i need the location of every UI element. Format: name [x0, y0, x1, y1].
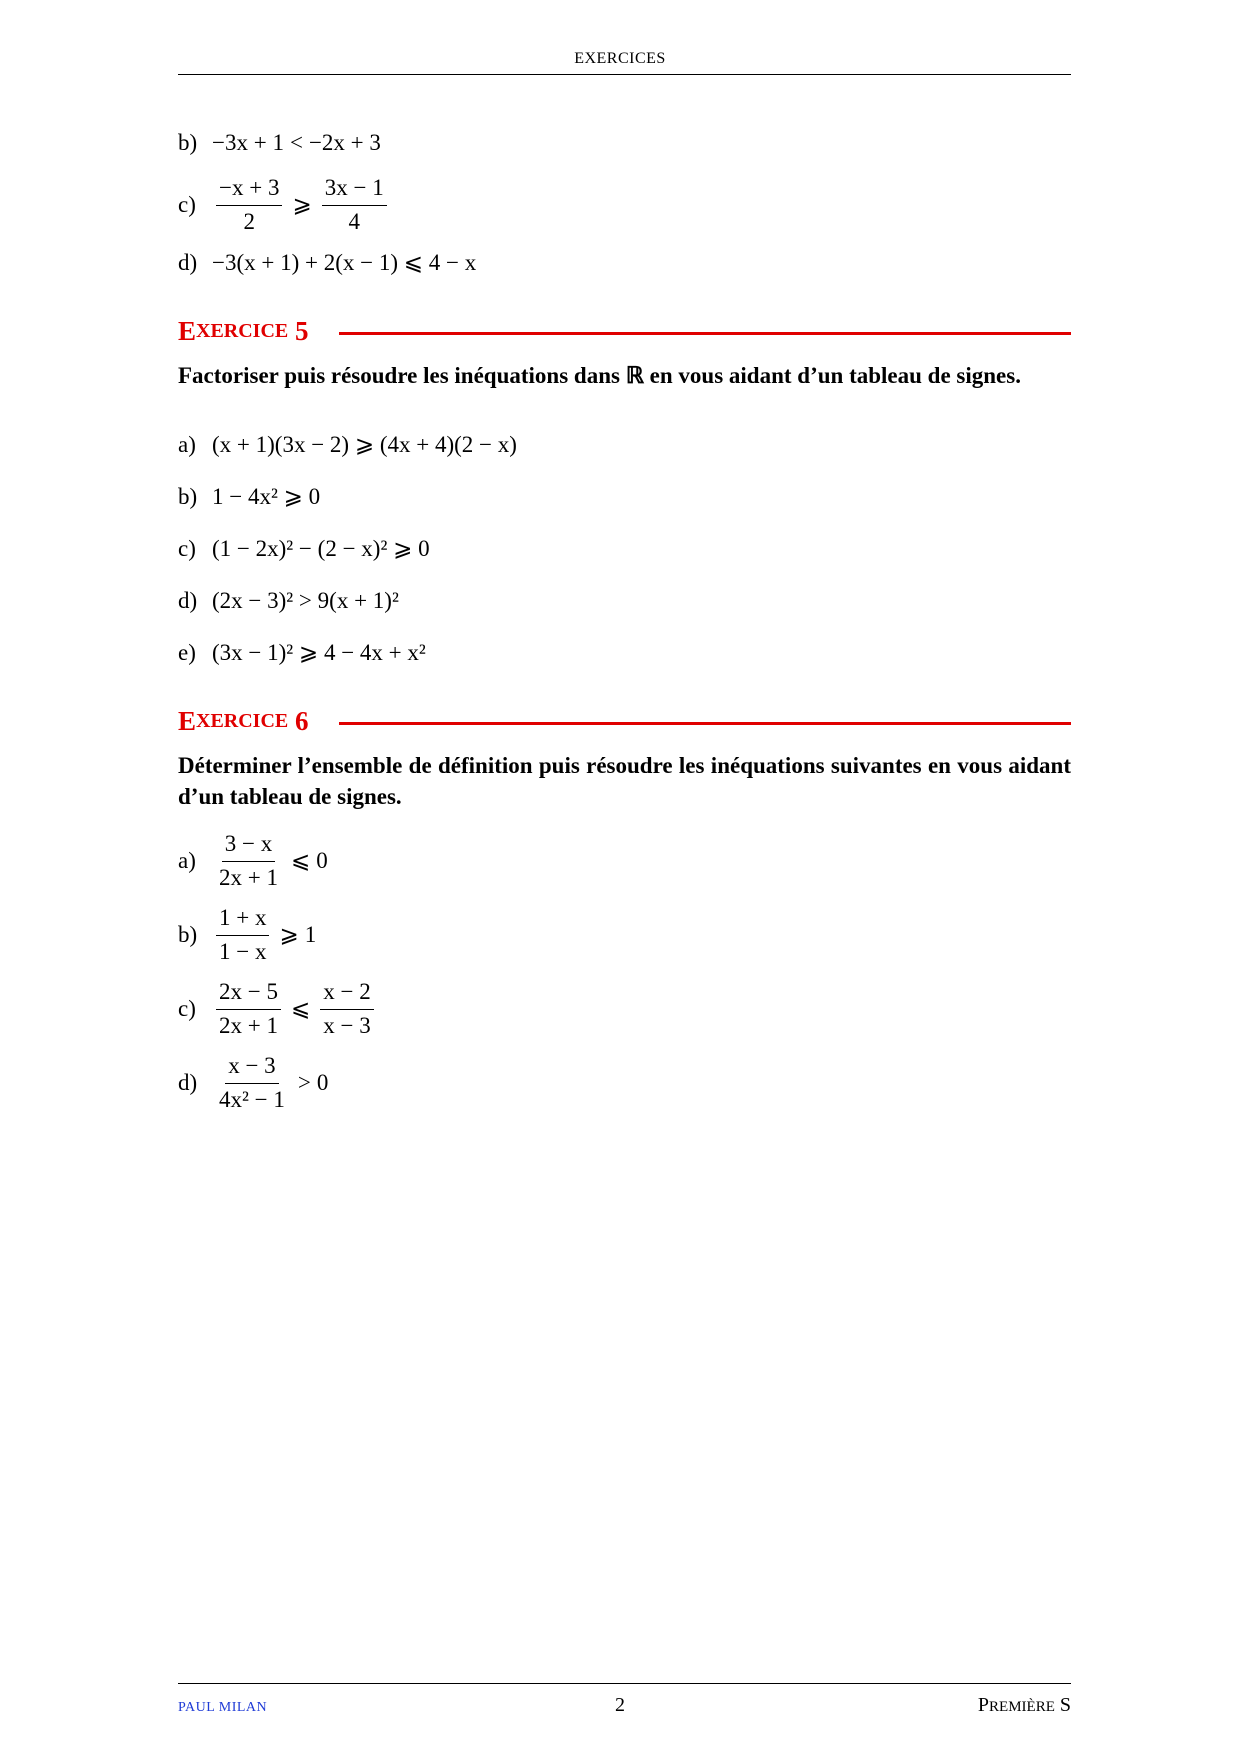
exercise-6-instruction: Déterminer l’ensemble de définition puis résoudre les inéquations suivantes en vous aidant d’un tableau de signes. — [178, 753, 1071, 809]
exercise-4-item-d: d) −3(x + 1) + 2(x − 1) ⩽ 4 − x — [178, 248, 476, 278]
fraction-left: $\frac{-x + 3}{2}$ — [216, 174, 282, 237]
heading-rule — [339, 332, 1071, 335]
header-rule — [178, 74, 1071, 75]
expression: −3(x + 1) + 2(x − 1) ⩽ 4 − x — [212, 250, 477, 275]
page-number: 2 — [615, 1694, 625, 1716]
exercise-6-item-d: d) $\frac{x - 3}{\text{4x² − 1}}$ > 0 — [178, 1052, 328, 1115]
exercise-6-item-c: c) $\frac{2x - 5}{2x + 1}$ ⩽ $\frac{x - 2}{x - 3}$ — [178, 978, 378, 1041]
footer-level: PREMIÈRE S — [977, 1694, 1071, 1716]
exercise-5-heading: E XERCICE 5 — [178, 316, 1071, 346]
fraction: $\frac{1 + x}{1 - x}$ — [216, 904, 269, 967]
lhs: −3x + 1 — [212, 130, 284, 155]
rhs: −2x + 3 — [308, 130, 381, 155]
expression: (1 − 2x)² − (2 − x)² ⩾ 0 — [212, 536, 430, 561]
exercise-5-item-d: d) (2x − 3)² > 9(x + 1)² — [178, 586, 399, 616]
exercise-6-item-a: a) $\frac{3 - x}{2x + 1}$ ⩽ 0 — [178, 830, 328, 893]
expression: (3x − 1)² ⩾ 4 − 4x + x² — [212, 640, 426, 665]
heading-rule — [339, 722, 1071, 725]
running-header: EXERCICES — [574, 50, 666, 67]
exercise-5-item-a: a) (x + 1)(3x − 2) ⩾ (4x + 4)(2 − x) — [178, 430, 517, 460]
fraction-right: $\frac{3x - 1}{4}$ — [322, 174, 387, 237]
exercise-5-item-e: e) (3x − 1)² ⩾ 4 − 4x + x² — [178, 638, 426, 668]
expression: 1 − 4x² ⩾ 0 — [212, 484, 321, 509]
fraction: $\frac{3 - x}{2x + 1}$ — [219, 831, 278, 890]
expression: (x + 1)(3x − 2) ⩾ (4x + 4)(2 − x) — [212, 432, 517, 457]
exercise-4-item-b: b) −3x + 1 < −2x + 3 — [178, 128, 381, 158]
fraction-left: $\frac{2x - 5}{2x + 1}$ — [216, 978, 281, 1041]
exercise-6-item-b: b) $\frac{1 + x}{1 - x}$ ⩾ 1 — [178, 904, 316, 967]
expression: (2x − 3)² > 9(x + 1)² — [212, 588, 399, 613]
footer-author: PAUL MILAN — [178, 1700, 268, 1715]
fraction-right: $\frac{x - 2}{x - 3}$ — [320, 978, 373, 1041]
exercise-5-instruction: Factoriser puis résoudre les inéquations dans ℝ en vous aidant d’un tableau de signes. — [178, 363, 1021, 388]
exercise-4-item-c: c) $\frac{-x + 3}{2}$ ⩾ $\frac{3x - 1}{4}$ — [178, 174, 391, 237]
exercise-6-heading: E XERCICE 6 — [178, 706, 1071, 736]
fraction: $\frac{x - 3}{\text{4x² − 1}}$ — [219, 1053, 285, 1112]
footer-rule — [178, 1683, 1071, 1684]
exercise-5-item-c: c) (1 − 2x)² − (2 − x)² ⩾ 0 — [178, 534, 430, 564]
exercise-5-item-b: b) 1 − 4x² ⩾ 0 — [178, 482, 320, 512]
